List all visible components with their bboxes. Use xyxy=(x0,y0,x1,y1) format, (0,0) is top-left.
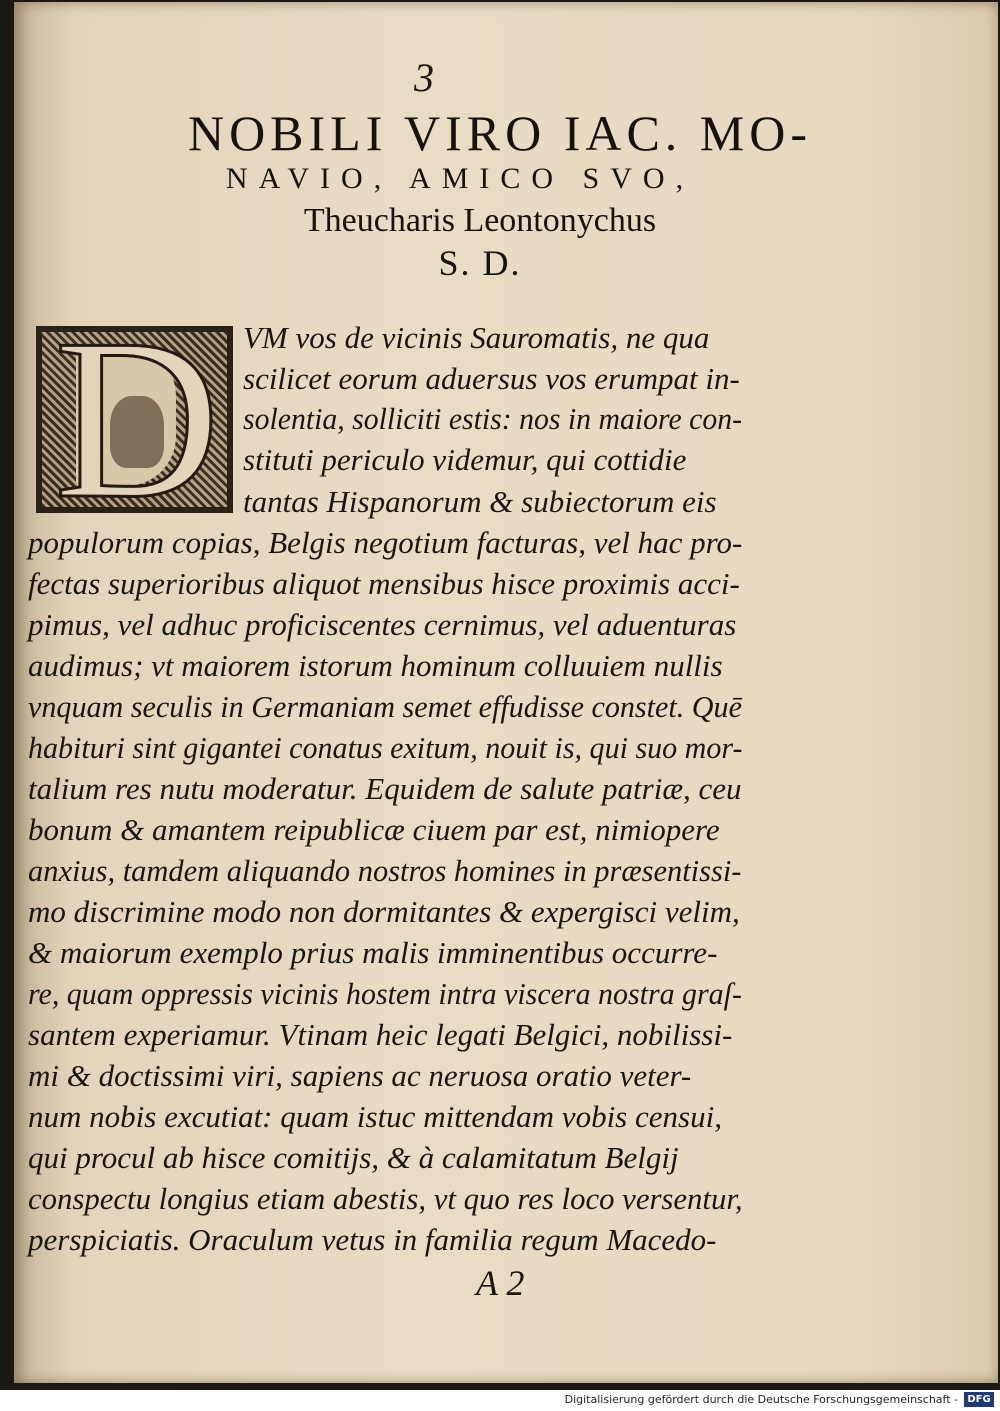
text-line: fectas superioribus aliquot mensibus hisce proximis acci- xyxy=(28,566,740,601)
text-line: VM vos de vicinis Sauromatis, ne qua xyxy=(243,320,710,355)
text-line: conspectu longius etiam abestis, vt quo res loco versentur, xyxy=(28,1181,743,1216)
text-line: habituri sint gigantei conatus exitum, nouit is, qui suo mor- xyxy=(28,730,743,765)
footer-bar xyxy=(0,1390,1000,1411)
text-line: perspiciatis. Oraculum vetus in familia regum Macedo- xyxy=(28,1222,717,1257)
heading-line-4: S. D. xyxy=(438,243,522,283)
dfg-logo[interactable]: DFG xyxy=(964,1392,994,1407)
decorated-initial xyxy=(36,291,233,546)
funding-notice: Digitalisierung gefördert durch die Deutsche Forschungsgemeinschaft - xyxy=(564,1393,958,1406)
text-line: bonum & amantem reipublicæ ciuem par est, nimiopere xyxy=(28,812,720,847)
text-line: talium res nutu moderatur. Equidem de salute patriæ, ceu xyxy=(28,771,742,806)
heading-line-1: NOBILI VIRO IAC. MO- xyxy=(187,105,813,161)
initial-letter: D xyxy=(54,291,221,546)
text-line: populorum copias, Belgis negotium facturas, vel hac pro- xyxy=(28,525,743,560)
signature-mark: A 2 xyxy=(476,1263,525,1303)
text-line: santem experiamur. Vtinam heic legati Belgici, nobilissi- xyxy=(28,1017,733,1052)
text-line: anxius, tamdem aliquando nostros homines in præsentissi- xyxy=(28,853,742,888)
text-line: vnquam seculis in Germaniam semet effudisse constet. Quē xyxy=(28,689,742,724)
heading-line-3: Theucharis Leontonychus xyxy=(303,202,657,239)
text-line: audimus; vt maiorem istorum hominum colluuiem nullis xyxy=(28,648,723,683)
text-line: re, quam oppressis vicinis hostem intra viscera nostra graſ- xyxy=(28,976,742,1011)
text-line: solentia, solliciti estis: nos in maiore con- xyxy=(243,401,742,436)
text-line: scilicet eorum aduersus vos erumpat in- xyxy=(243,361,740,396)
text-line: mi & doctissimi viri, sapiens ac neruosa oratio veter- xyxy=(28,1058,692,1093)
heading-line-2: NAVIO, AMICO SVO, xyxy=(225,162,695,195)
text-line: pimus, vel adhuc proficiscentes cernimus, vel aduenturas xyxy=(28,607,737,642)
text-line: stituti periculo videmur, qui cottidie xyxy=(243,442,687,477)
page-number: 3 xyxy=(414,55,434,100)
text-line: & maiorum exemplo prius malis imminentibus occurre- xyxy=(28,935,718,970)
text-line: qui procul ab hisce comitijs, & à calamitatum Belgij xyxy=(28,1140,679,1175)
text-line: tantas Hispanorum & subiectorum eis xyxy=(243,484,717,519)
text-line: num nobis excutiat: quam istuc mittendam vobis censui, xyxy=(28,1099,722,1134)
text-line: mo discrimine modo non dormitantes & expergisci velim, xyxy=(28,894,740,929)
